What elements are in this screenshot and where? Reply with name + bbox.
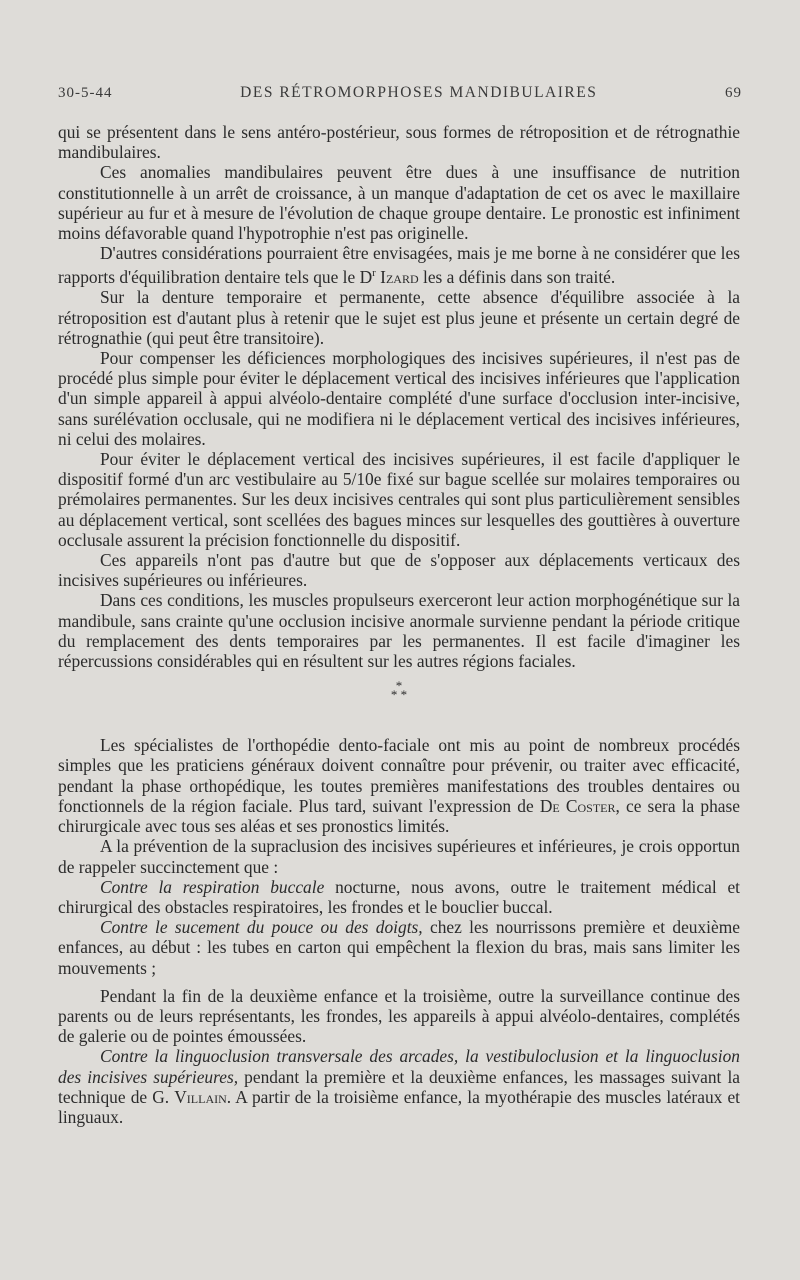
section-break-asterisks: * * * xyxy=(390,678,408,703)
italic-heading: Contre la respiration buccale xyxy=(100,876,325,897)
body-text xyxy=(58,122,740,1127)
paragraph-izard: D'autres considérations pourraient être envisagées, mais je me borne à ne considérer que les rapports d'équilibration dentaire tels que le $D^r$ Izard les a définis dans son traité. xyxy=(58,243,740,288)
paragraph-sucement: Contre le sucement du pouce ou des doigts, chez les nourrissons première et deuxième enfances, au début : les tubes en carton qui empêchent la flexion du bras, mais sans limiter les mouvements ; xyxy=(58,917,740,978)
italic-heading: Contre la linguoclusion transversale des arcades, la vestibuloclusion et la linguoclusion des incisives supérieures, xyxy=(58,1046,740,1087)
header-date: 30-5-44 xyxy=(58,85,113,101)
italic-heading: Contre le sucement du pouce ou des doigts, xyxy=(100,917,423,938)
paragraph-villain: Contre la linguoclusion transversale des arcades, la vestibuloclusion et la linguoclusion des incisives supérieures, pendant la première et la deuxième enfances, les massages suivant la technique de G. Villain. A partir de la troisième enfance, la myothérapie des muscles latéraux et linguaux. xyxy=(58,1046,740,1127)
paragraph: qui se présentent dans le sens antéro-postérieur, sous formes de rétroposition et de rétrognathie mandibulaires. xyxy=(58,122,740,163)
page-number: 69 xyxy=(725,85,742,101)
paragraph: A la prévention de la supraclusion des incisives supérieures et inférieures, je crois opportun de rappeler succinctement que : xyxy=(58,836,740,877)
paragraph: Ces anomalies mandibulaires peuvent être dues à une insuffisance de nutrition constitutionnelle à un arrêt de croissance, à un manque d'adaptation de cet os avec le maxillaire supérieur au fur et à mesure de l'évolution de chaque groupe dentaire. Le pronostic est infiniment moins défavorable quand l'hypotrophie n'est pas originelle. xyxy=(58,162,740,244)
author-name: Villain xyxy=(174,1086,227,1107)
paragraph: Dans ces conditions, les muscles propulseurs exerceront leur action morphogénétique sur la mandibule, sans crainte qu'une occlusion incisive anormale survienne pendant la période critique du remplacement des dents temporaires par les permanentes. Il est facile d'imaginer les répercussions considérables qui en résultent sur les autres régions faciales. xyxy=(58,590,740,672)
running-header xyxy=(58,84,742,102)
paragraph: Pour éviter le déplacement vertical des incisives supérieures, il est facile d'appliquer le dispositif formé d'un arc vestibulaire au 5/10e fixé sur bague scellée sur molaires temporaires ou prémolaires permanentes. Sur les deux incisives centrales qui sont plus particulièrement sensibles au déplacement vertical, sont scellées des bagues minces sur lesquelles des gouttières à ouverture occlusale assurent la précision fonctionnelle du dispositif. xyxy=(58,449,740,550)
paragraph-respiration: Contre la respiration buccale nocturne, nous avons, outre le traitement médical et chirurgical des obstacles respiratoires, les frondes et le bouclier buccal. xyxy=(58,876,740,917)
paragraph: Sur la denture temporaire et permanente, cette absence d'équilibre associée à la rétroposition est d'autant plus à retenir que le sujet est plus jeune et présente un certain degré de rétrognathie (qui peut être transitoire). xyxy=(58,287,740,348)
header-title: DES RÉTROMORPHOSES MANDIBULAIRES xyxy=(240,84,598,101)
author-name: Izard xyxy=(380,267,419,288)
paragraph-coster: Les spécialistes de l'orthopédie dento-faciale ont mis au point de nombreux procédés simples que les praticiens généraux doivent connaître pour prévenir, ou traiter avec efficacité, pendant la phase orthopédique, les toutes premières manifestations des troubles dentaires ou fonctionnels de la région faciale. Plus tard, suivant l'expression de De Coster, ce sera la phase chirurgicale avec tous ses aléas et ses pronostics limités. xyxy=(58,735,740,837)
paragraph: Pendant la fin de la deuxième enfance et la troisième, outre la surveillance continue des parents ou de leurs représentants, les frondes, les appareils à appui alvéolo-dentaires, complétés de galerie ou de pointes émoussées. xyxy=(58,985,740,1047)
paragraph: Ces appareils n'ont pas d'autre but que de s'opposer aux déplacements verticaux des incisives supérieures ou inférieures. xyxy=(58,550,740,591)
author-name: De Coster xyxy=(539,795,616,816)
paragraph: Pour compenser les déficiences morphologiques des incisives supérieures, il n'est pas de procédé plus simple pour éviter le déplacement vertical des incisives inférieures que l'application d'un simple appareil à appui alvéolo-dentaire complété d'une surface d'occlusion inter-incisive, sans surélévation occlusale, qui ne modifiera ni le déplacement vertical des incisives inférieures, ni celui des molaires. xyxy=(58,348,740,449)
